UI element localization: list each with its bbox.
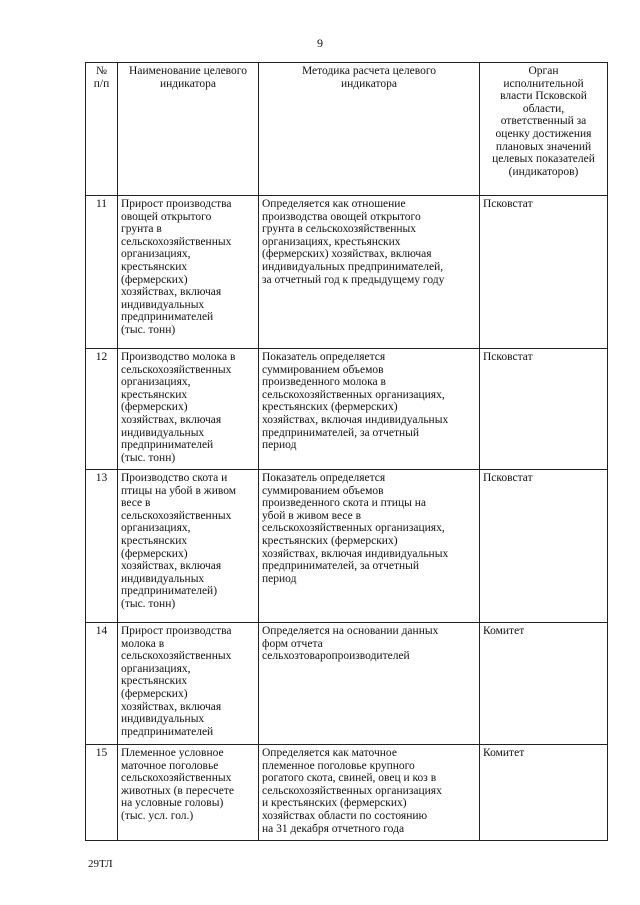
table-row [86, 196, 608, 349]
page-number: 9 [317, 36, 323, 50]
header-num: № п/п [86, 63, 118, 196]
responsible-organ: Комитет [480, 745, 608, 841]
footer-code: 29ТЛ [88, 858, 113, 870]
table-header-row [86, 63, 608, 196]
row-number: 12 [86, 349, 118, 470]
indicator-name: Племенное условное маточное поголовье сельскохозяйственных животных (в пересчете на условные головы) (тыс. усл. гол.) [118, 745, 259, 841]
indicator-name: Прирост производства молока в сельскохозяйственных организациях, крестьянских (фермерских) хозяйствах, включая индивидуальных предпринимателей [118, 623, 259, 745]
indicators-table [85, 62, 608, 841]
row-number: 11 [86, 196, 118, 349]
indicator-name: Производство молока в сельскохозяйственных организациях, крестьянских (фермерских) хозяйствах, включая индивидуальных предпринимателей (тыс. тонн) [118, 349, 259, 470]
table-row [86, 470, 608, 623]
indicator-name: Прирост производства овощей открытого грунта в сельскохозяйственных организациях, крестьянских (фермерских) хозяйствах, включая индивидуальных предпринимателей (тыс. тонн) [118, 196, 259, 349]
calculation-method: Определяется как маточное племенное поголовье крупного рогатого скота, свиней, овец и коз в сельскохозяйственных организациях и крестьянских (фермерских) хозяйствах области по состоянию на 31 декабря отчетного года [259, 745, 480, 841]
table-row [86, 745, 608, 841]
row-number: 14 [86, 623, 118, 745]
responsible-organ: Псковстат [480, 349, 608, 470]
indicator-name: Производство скота и птицы на убой в живом весе в сельскохозяйственных организациях, крестьянских (фермерских) хозяйствах, включая индивидуальных предпринимателей) (тыс. тонн) [118, 470, 259, 623]
header-responsible-organ: Орган исполнительной власти Псковской области, ответственный за оценку достижения плановых значений целевых показателей (индикаторов) [480, 63, 608, 196]
calculation-method: Показатель определяется суммированием объемов произведенного скота и птицы на убой в живом весе в сельскохозяйственных организациях, крестьянских (фермерских) хозяйствах, включая индивидуальных предпринимателей, за отчетный период [259, 470, 480, 623]
header-method: Методика расчета целевого индикатора [259, 63, 480, 196]
responsible-organ: Псковстат [480, 196, 608, 349]
table-row [86, 349, 608, 470]
calculation-method: Определяется как отношение производства овощей открытого грунта в сельскохозяйственных организациях, крестьянских (фермерских) хозяйствах, включая индивидуальных предпринимателей, за отчетный год к предыдущему году [259, 196, 480, 349]
row-number: 15 [86, 745, 118, 841]
responsible-organ: Комитет [480, 623, 608, 745]
header-indicator-name: Наименование целевого индикатора [118, 63, 259, 196]
row-number: 13 [86, 470, 118, 623]
calculation-method: Определяется на основании данных форм отчета сельхозтоваропроизводителей [259, 623, 480, 745]
responsible-organ: Псковстат [480, 470, 608, 623]
calculation-method: Показатель определяется суммированием объемов произведенного молока в сельскохозяйственных организациях, крестьянских (фермерских) хозяйствах, включая индивидуальных предпринимателей, за отчетный период [259, 349, 480, 470]
table-row [86, 623, 608, 745]
